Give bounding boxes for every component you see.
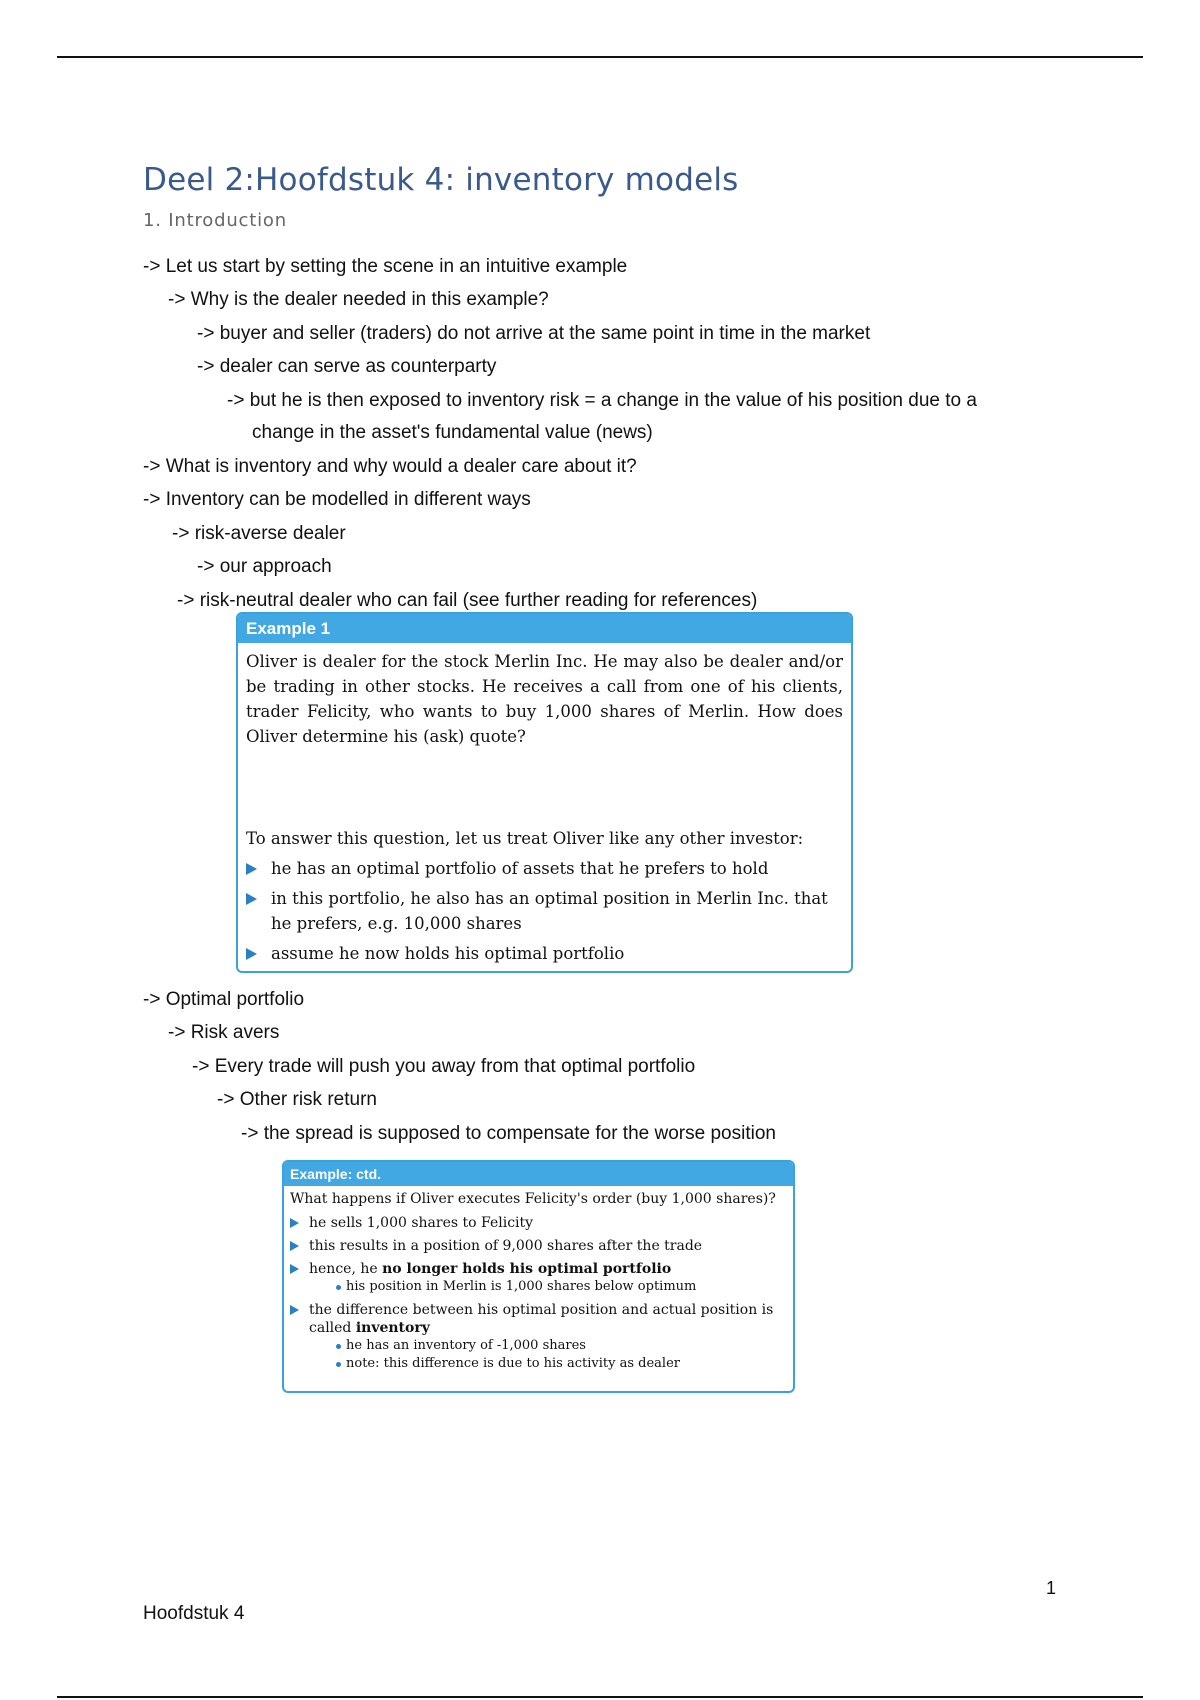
dot-bullet-icon [336,1344,341,1349]
text-line: -> the spread is supposed to compensate for the worse position [241,1123,776,1144]
example-1-intro: To answer this question, let us treat Oliver like any other investor: [246,829,804,848]
example-ctd-header: Example: ctd. [284,1162,793,1186]
bullet-item: assume he now holds his optimal portfolio [246,941,843,966]
top-rule [57,56,1143,58]
triangle-bullet-icon [246,863,257,875]
text-line: -> our approach [197,556,332,577]
text-line: -> Other risk return [217,1089,377,1110]
bottom-rule [57,1696,1143,1698]
sub-bullet-item: his position in Merlin is 1,000 shares below optimum [290,1278,787,1296]
section-heading: 1. Introduction [143,210,287,231]
triangle-bullet-icon [246,948,257,960]
dot-bullet-icon [336,1362,341,1367]
bullet-item: in this portfolio, he also has an optimal position in Merlin Inc. that he prefers, e.g. 10,000 shares [246,886,843,936]
text-line: -> Risk avers [168,1022,280,1043]
bullet-item: hence, he no longer holds his optimal portfolio [290,1260,787,1278]
footer-text: Hoofdstuk 4 [143,1603,245,1624]
triangle-bullet-icon [290,1305,299,1315]
example-ctd-box [282,1160,795,1393]
dot-bullet-icon [336,1285,341,1290]
text-line: -> Every trade will push you away from that optimal portfolio [192,1056,696,1077]
text-line: -> Let us start by setting the scene in an intuitive example [143,256,628,277]
bullet-item: this results in a position of 9,000 shares after the trade [290,1237,787,1255]
triangle-bullet-icon [290,1241,299,1251]
text-line: -> Optimal portfolio [143,989,305,1010]
text-line: change in the asset's fundamental value (news) [252,422,653,443]
text-line: -> What is inventory and why would a dealer care about it? [143,456,637,477]
example-1-paragraph: Oliver is dealer for the stock Merlin Inc. He may also be dealer and/or be trading in other stocks. He receives a call from one of his clients, trader Felicity, who wants to buy 1,000 shares of Merlin. How does Oliver determine his (ask) quote? [246,652,843,746]
sub-bullet-item: note: this difference is due to his activity as dealer [290,1355,787,1373]
text-line: -> dealer can serve as counterparty [197,356,497,377]
bullet-item: the difference between his optimal position and actual position is called inventory [290,1301,787,1337]
page-title: Deel 2:Hoofdstuk 4: inventory models [143,162,739,198]
text-line: -> buyer and seller (traders) do not arrive at the same point in time in the market [197,323,871,344]
sub-bullet-item: he has an inventory of -1,000 shares [290,1337,787,1355]
triangle-bullet-icon [290,1218,299,1228]
example-1-box [236,612,853,973]
example-ctd-intro: What happens if Oliver executes Felicity's order (buy 1,000 shares)? [290,1191,776,1207]
text-line: -> but he is then exposed to inventory risk = a change in the value of his position due to a [227,390,977,411]
page-number: 1 [1046,1578,1057,1598]
bullet-item: he has an optimal portfolio of assets that he prefers to hold [246,856,843,881]
text-line: -> risk-neutral dealer who can fail (see further reading for references) [177,590,758,611]
triangle-bullet-icon [246,893,257,905]
triangle-bullet-icon [290,1264,299,1274]
text-line: -> risk-averse dealer [172,523,346,544]
text-line: -> Why is the dealer needed in this example? [168,289,549,310]
text-line: -> Inventory can be modelled in different ways [143,489,531,510]
example-1-header: Example 1 [238,614,851,643]
bullet-item: he sells 1,000 shares to Felicity [290,1214,787,1232]
